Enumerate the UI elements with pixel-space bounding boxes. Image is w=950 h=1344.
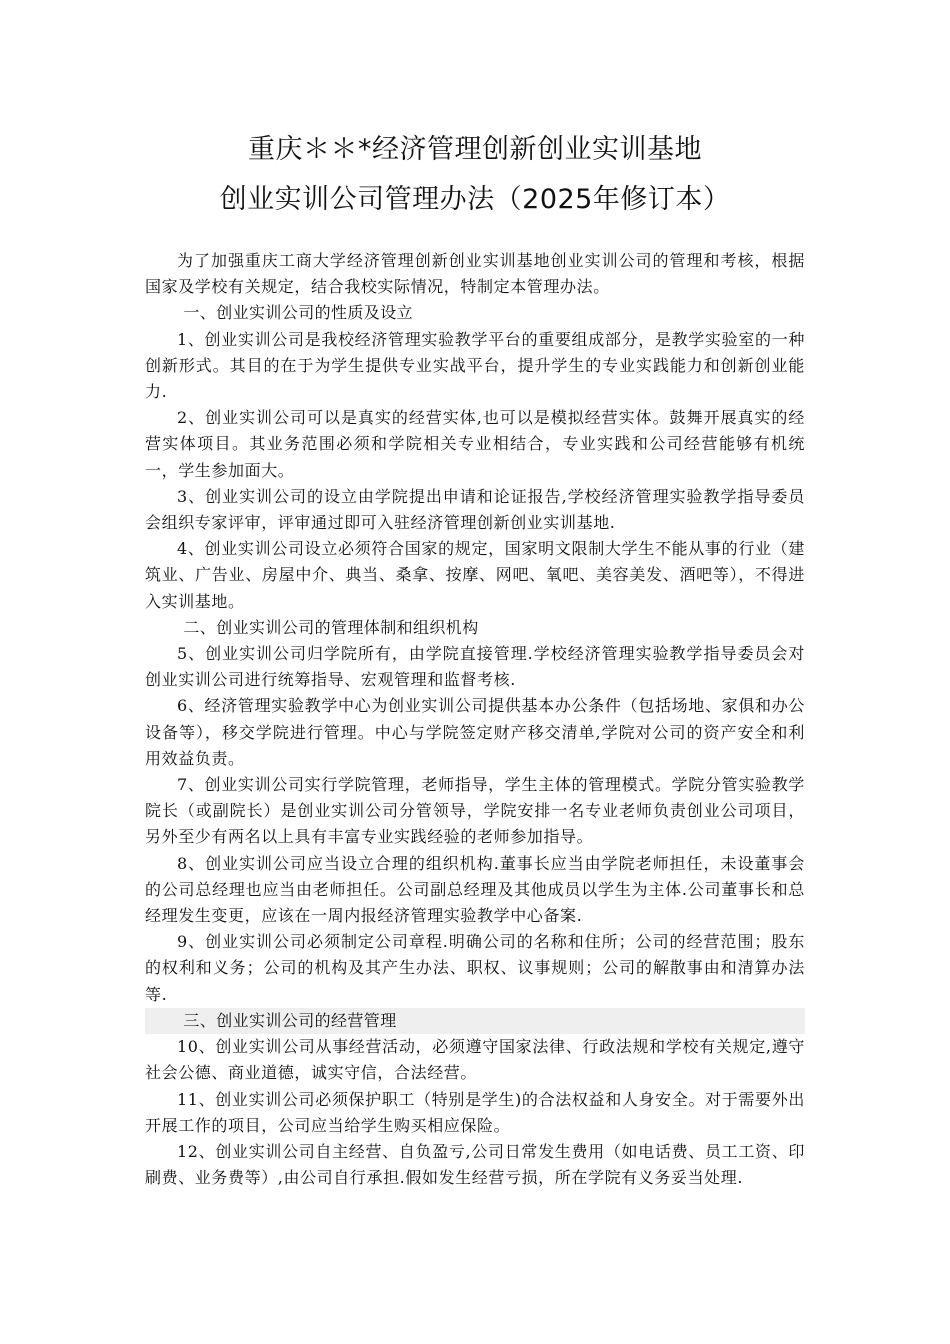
intro-paragraph: 为了加强重庆工商大学经济管理创新创业实训基地创业实训公司的管理和考核，根据国家及学校有关规定，结合我校实际情况，特制定本管理办法。 [145, 251, 805, 297]
section-heading-2: 二、创业实训公司的管理体制和组织机构 [183, 617, 479, 637]
clause-12: 12、创业实训公司自主经营、自负盈亏,公司日常发生费用（如电话费、员工工资、印刷费、业务费等）,由公司自行承担.假如发生经营亏损，所在学院有义务妥当处理. [145, 1141, 805, 1188]
clause-2: 2、创业实训公司可以是真实的经营实体,也可以是模拟经营实体。鼓舞开展真实的经营实体项目。其业务范围必须和学院相关专业相结合，专业实践和公司经营能够有机统一，学生参加面大。 [145, 408, 805, 480]
clause-11: 11、创业实训公司必须保护职工（特别是学生)的合法权益和人身安全。对于需要外出开展工作的项目，公司应当给学生购买相应保险。 [145, 1089, 805, 1135]
document-title-line1: 重庆＊＊*经济管理创新创业实训基地 [248, 134, 702, 165]
clause-3: 3、创业实训公司的设立由学院提出申请和论证报告,学校经济管理实验教学指导委员会组织专家评审，评审通过即可入驻经济管理创新创业实训基地. [145, 486, 805, 533]
section-heading-3: 三、创业实训公司的经营管理 [145, 1008, 805, 1034]
clause-10: 10、创业实训公司从事经营活动，必须遵守国家法律、行政法规和学校有关规定,遵守社会公德、商业道德，诚实守信，合法经营。 [145, 1037, 805, 1083]
clause-9: 9、创业实训公司必须制定公司章程.明确公司的名称和住所；公司的经营范围；股东的权利和义务；公司的机构及其产生办法、职权、议事规则；公司的解散事由和清算办法等. [145, 932, 805, 1004]
section-heading-1: 一、创业实训公司的性质及设立 [183, 303, 413, 323]
clause-5: 5、创业实训公司归学院所有，由学院直接管理.学校经济管理实验教学指导委员会对创业实训公司进行统筹指导、宏观管理和监督考核. [145, 644, 805, 690]
document-body [145, 248, 805, 1191]
clause-6: 6、经济管理实验教学中心为创业实训公司提供基本办公条件（包括场地、家俱和办公设备等），移交学院进行管理。中心与学院签定财产移交清单,学院对公司的资产安全和利用效益负责。 [145, 696, 805, 768]
clause-7: 7、创业实训公司实行学院管理，老师指导，学生主体的管理模式。学院分管实验教学院长（或副院长）是创业实训公司分管领导，学院安排一名专业老师负责创业公司项目，另外至少有两名以上具有丰富专业实践经验的老师参加指导。 [145, 775, 805, 847]
clause-1: 1、创业实训公司是我校经济管理实验教学平台的重要组成部分，是教学实验室的一种创新形式。其目的在于为学生提供专业实战平台，提升学生的专业实践能力和创新创业能力. [145, 329, 805, 402]
document-title-line2: 创业实训公司管理办法（2025年修订本） [219, 184, 731, 215]
clause-8: 8、创业实训公司应当设立合理的组织机构.董事长应当由学院老师担任，未设董事会的公司总经理也应当由老师担任。公司副总经理及其他成员以学生为主体.公司董事长和总经理发生变更，应该在一周内报经济管理实验教学中心备案. [145, 853, 805, 926]
clause-4: 4、创业实训公司设立必须符合国家的规定，国家明文限制大学生不能从事的行业（建筑业、广告业、房屋中介、典当、桑拿、按摩、网吧、氧吧、美容美发、酒吧等），不得进入实训基地。 [145, 539, 805, 611]
